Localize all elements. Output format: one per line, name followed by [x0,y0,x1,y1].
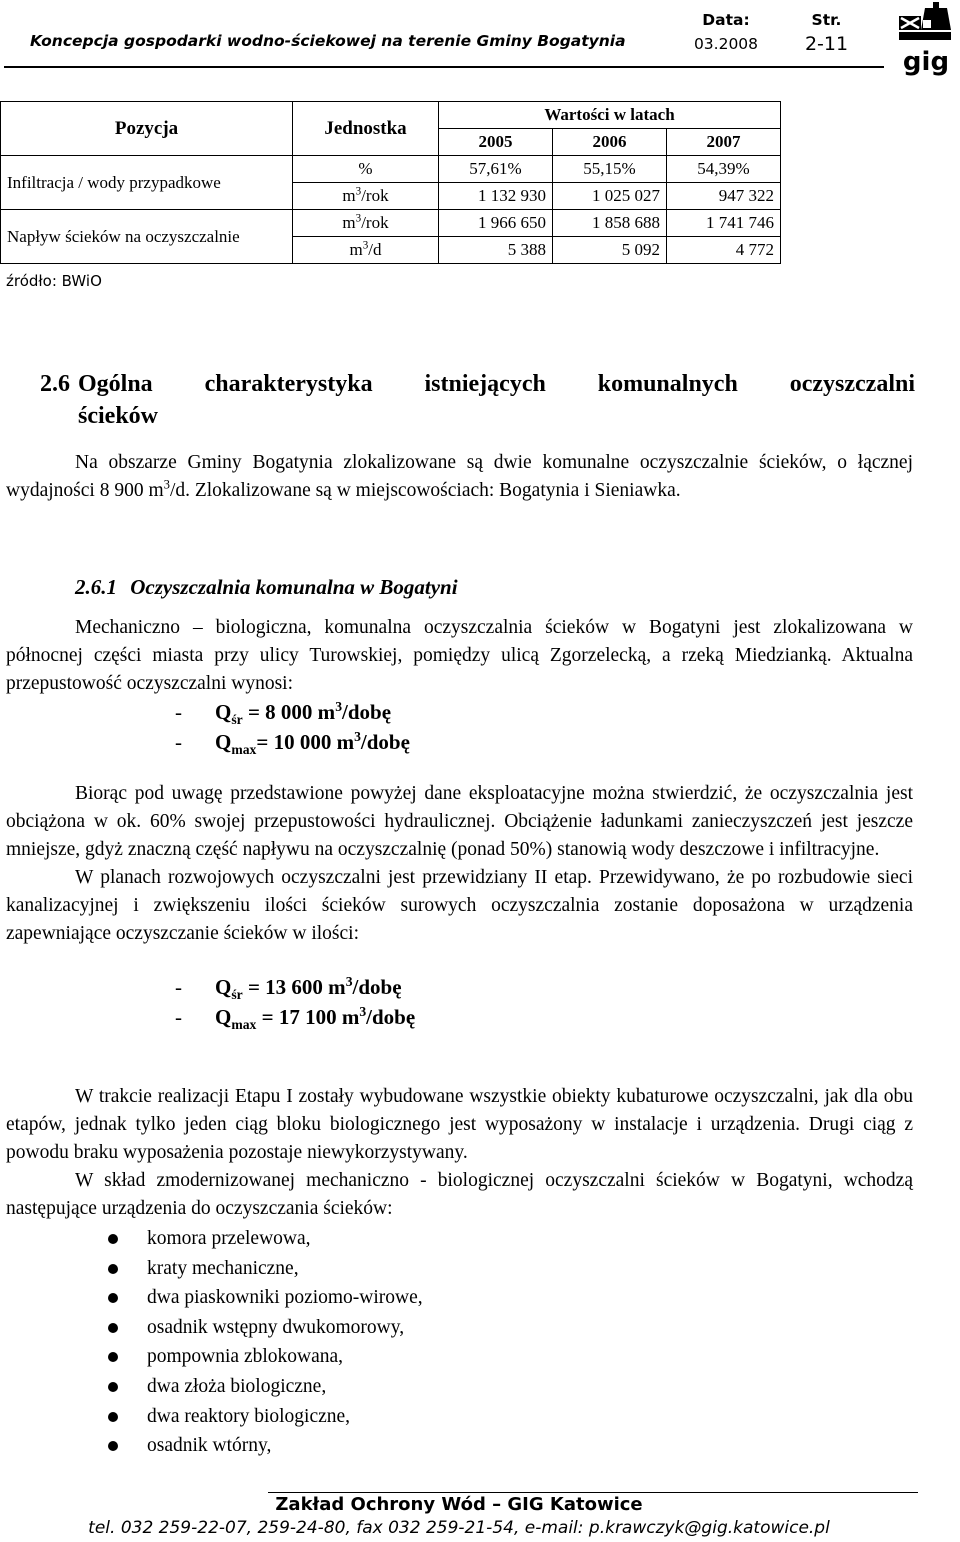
date-label: Data: [702,11,750,29]
paragraph-stage: W trakcie realizacji Etapu I zostały wybudowane wszystkie obiekty kubaturowe oczyszczalni, jak dla obu etapów, jednak tylko jeden ciąg bloku biologicznego jest wyposażony w instalacje i urządzenia. Drugi ciąg z powodu braku wyposażenia pozostaje niewykorzystywany. W skład zmodernizowanej mechaniczno - biologicznej oczyszczalni ścieków w Bogatyni, wchodzą następujące urządzenia do oczyszczania ścieków: [6,1086,913,1219]
value-cell: 4 772 [667,237,781,264]
section-title-line2: ścieków [78,403,158,429]
unit-cell: % [293,156,439,183]
unit-cell: $m^3$/rok [293,210,439,237]
table-row [1,156,781,183]
list-item: osadnik wtórny, [104,1431,423,1461]
list-item: dwa reaktory biologiczne, [104,1402,423,1432]
section-number: 2.6 [40,371,70,397]
value-cell: 1 741 746 [667,210,781,237]
capacity-avg: - $Q_{śr} = 8$ 000 $m^3$/dobę [175,699,392,728]
flow-table-wrap [0,101,781,264]
capacity-avg-planned: - $Q_{śr} = 13$ 600 $m^3$/dobę [175,974,402,1003]
section-paragraph: Na obszarze Gminy Bogatynia zlokalizowane są dwie komunalne oczyszczalnie ścieków, o łącznej wydajności 8 900 $m^3/d$. Zlokalizowane są w miejscowościach: Bogatynia i Sieniawka. [6,452,913,501]
value-cell: 1 025 027 [553,183,667,210]
table-row [1,210,781,237]
equipment-list [104,1224,423,1461]
capacity-max-planned: - $Q_{max} = 17$ 100 $m^3$/dobę [175,1004,416,1033]
col-header-unit: Jednostka [293,102,439,156]
list-item: pompownia zblokowana, [104,1342,423,1372]
row-label: Infiltracja / wody przypadkowe [1,156,293,210]
date-value: 03.2008 [693,35,759,53]
subsection-title: Oczyszczalnia komunalna w Bogatyni [130,575,458,599]
value-cell: 1 966 650 [439,210,553,237]
value-cell: 1 858 688 [553,210,667,237]
row-label: Napływ ścieków na oczyszczalnie [1,210,293,264]
page-header [4,6,884,66]
value-cell: 947 322 [667,183,781,210]
value-cell: 5 092 [553,237,667,264]
capacity-list-current [175,697,410,757]
list-item: dwa złoża biologiczne, [104,1372,423,1402]
value-cell: 1 132 930 [439,183,553,210]
paragraph-load: Biorąc pod uwagę przedstawione powyżej dane eksploatacyjne można stwierdzić, że oczyszczalnia jest obciążona w ok. 60% swojej przepustowości hydraulicznej. Obciążenie ładunkami zanieczyszczeń jest jeszcze mniejsze, gdyż znaczną część napływu na oczyszczalnię (ponad 50%) stanowią wody deszczowe i infiltracyjne. W planach rozwojowych oczyszczalni jest przewidziany II etap. Przewidywano, że po rozbudowie sieci kanalizacyjnej i zwiększeniu ilości ścieków surowych oczyszczalnia zostanie doposażona w urządzenia zapewniające oczyszczanie ścieków w ilości: [6,783,913,944]
list-item: komora przelewowa, [104,1224,423,1254]
footer-rule [268,1492,918,1493]
value-cell: 55,15% [553,156,667,183]
flow-table [0,101,781,264]
list-item: dwa piaskowniki poziomo-wirowe, [104,1283,423,1313]
year-header: 2007 [667,129,781,156]
page-label: Str. [811,11,842,29]
document-title: Koncepcja gospodarki wodno-ściekowej na terenie Gminy Bogatynia [30,32,626,50]
list-item: osadnik wstępny dwukomorowy, [104,1313,423,1343]
capacity-list-planned [175,972,415,1032]
col-header-position: Pozycja [1,102,293,156]
year-header: 2005 [439,129,553,156]
value-cell: 5 388 [439,237,553,264]
logo-text: gig [902,47,950,76]
page-number-block [784,8,869,56]
date-block [676,8,776,56]
col-header-values: Wartości w latach [439,102,781,129]
subsection-number: 2.6.1 [75,575,117,599]
footer-contact: tel. 032 259-22-07, 259-24-80, fax 032 259-21-54, e-mail: p.krawczyk@gig.katowice.pl [88,1518,830,1538]
value-cell: 54,39% [667,156,781,183]
unit-cell: $m^3/d$ [293,237,439,264]
footer-institution: Zakład Ochrony Wód – GIG Katowice [275,1494,643,1515]
unit-cell: $m^3$/rok [293,183,439,210]
list-item: kraty mechaniczne, [104,1254,423,1284]
page-value: 2-11 [804,33,849,55]
year-header: 2006 [553,129,667,156]
section-title-line1: Ogólna charakterystyka istniejących komunalnych oczyszczalni [78,371,915,397]
table-source: źródło: BWiO [6,272,102,290]
capacity-max: - $Q_{max}= 10$ 000 $m^3$/dobę [175,729,410,758]
subsection-heading [75,575,458,600]
value-cell: 57,61% [439,156,553,183]
gig-logo-icon [895,0,957,76]
paragraph-location: Mechaniczno – biologiczna, komunalna oczyszczalnia ścieków w Bogatyni jest zlokalizowana w północnej części miasta przy ulicy Turowskiej, pomiędzy ulicą Zgorzelecką, a rzeką Miedzianką. Aktualna przepustowość oczyszczalni wynosi: [6,617,913,694]
